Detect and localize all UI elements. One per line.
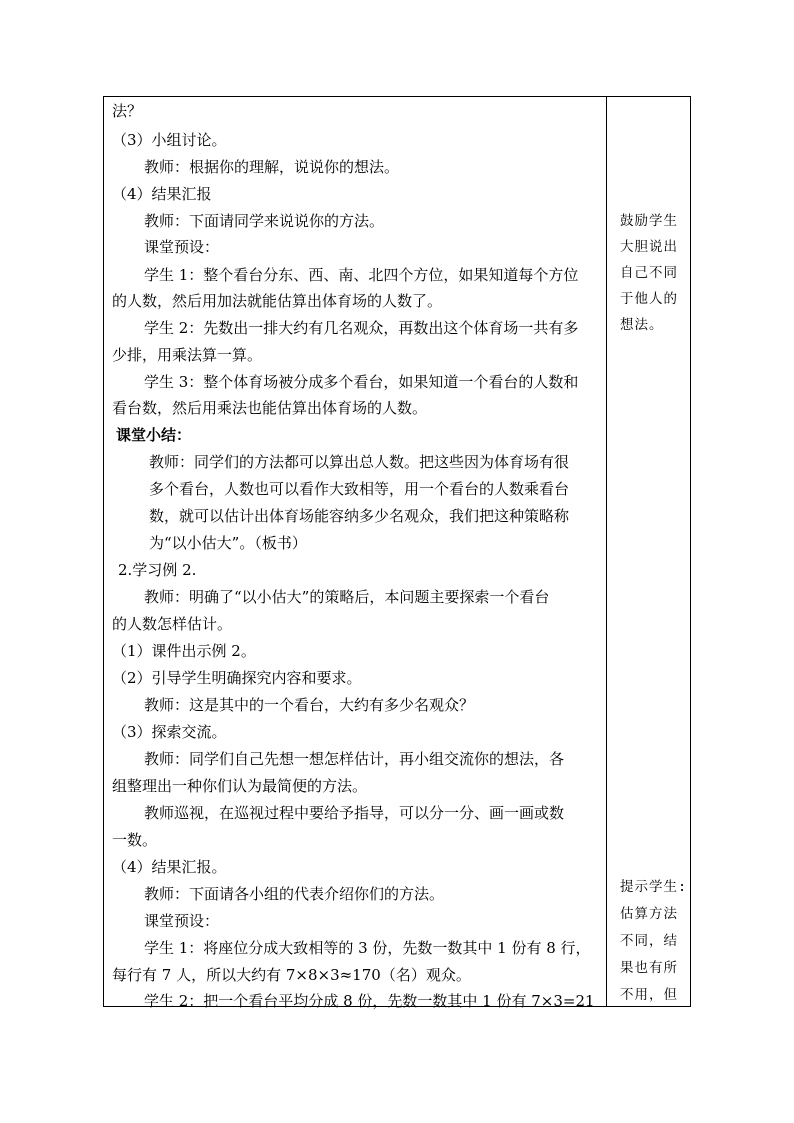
text-line: （3）探索交流。	[112, 723, 227, 741]
section-heading: 课堂小结：	[116, 426, 192, 444]
lesson-plan-table	[103, 96, 691, 1010]
text-line: 学生 2：先数出一排大约有几名观众，再数出这个体育场一共有多	[144, 319, 579, 337]
text-line: 教师：明确了“以小估大”的策略后，本问题主要探索一个看台	[144, 588, 550, 606]
text-line: 法？	[112, 102, 143, 120]
text-line: 教师：根据你的理解，说说你的想法。	[144, 158, 400, 176]
text-line: （2）引导学生明确探究内容和要求。	[112, 669, 362, 687]
text-line: 课堂预设：	[144, 912, 220, 930]
text-line: 教师巡视，在巡视过程中要给予指导，可以分一分、画一画或数	[144, 804, 565, 822]
text-line: 一数。	[112, 831, 158, 849]
text-line: （1）课件出示例 2。	[112, 642, 256, 660]
text-line: 教师：同学们的方法都可以算出总人数。把这些因为体育场有很	[149, 453, 570, 471]
side-note-line: 果也有所	[620, 960, 678, 976]
text-line: （3）小组讨论。	[112, 131, 227, 149]
side-note-line: 估算方法	[620, 906, 678, 922]
side-note-line: 鼓励学生	[620, 213, 678, 229]
side-note-line: 不同，结	[620, 933, 678, 949]
text-line: 教师：下面请同学来说说你的方法。	[144, 212, 385, 230]
text-line: 学生 1：将座位分成大致相等的 3 份，先数一数其中 1 份有 8 行，	[144, 939, 591, 957]
design-intent-column	[607, 97, 691, 1006]
side-note-line: 自己不同	[620, 265, 678, 281]
text-line: 每行有 7 人，所以大约有 7×8×3≈170（名）观众。	[112, 966, 471, 984]
text-line: 组整理出一种你们认为最简便的方法。	[112, 777, 368, 795]
text-line: 为“以小估大”。（板书）	[149, 534, 307, 552]
text-line: 教师：下面请各小组的代表介绍你们的方法。	[144, 885, 445, 903]
text-line: （4）结果汇报。	[112, 858, 227, 876]
text-line: 教师：同学们自己先想一想怎样估计，再小组交流你的想法，各	[144, 750, 565, 768]
text-line: 少排，用乘法算一算。	[112, 346, 263, 364]
text-line: 2.学习例 2.	[118, 561, 197, 579]
text-line: 教师：这是其中的一个看台，大约有多少名观众？	[144, 696, 475, 714]
text-line: 多个看台，人数也可以看作大致相等，用一个看台的人数乘看台	[149, 480, 570, 498]
side-note-line: 不用，但	[620, 987, 678, 1003]
side-note-line: 大胆说出	[620, 239, 678, 255]
text-line: 的人数，然后用加法就能估算出体育场的人数了。	[112, 292, 443, 310]
text-line: 学生 3：整个体育场被分成多个看台，如果知道一个看台的人数和	[144, 373, 579, 391]
teaching-process-column	[104, 97, 606, 1010]
text-line: 看台数，然后用乘法也能估算出体育场的人数。	[112, 399, 428, 417]
text-line: 学生 2：把一个看台平均分成 8 份，先数一数其中 1 份有 7×3=21	[144, 992, 595, 1010]
text-line: 学生 1：整个看台分东、西、南、北四个方位，如果知道每个方位	[144, 266, 579, 284]
side-note-line: 想法。	[620, 317, 664, 333]
text-line: （4）结果汇报	[112, 185, 212, 203]
text-line: 课堂预设：	[144, 238, 220, 256]
side-note-line: 于他人的	[620, 291, 678, 307]
side-note-line: 提示学生:	[620, 879, 688, 895]
text-line: 的人数怎样估计。	[112, 615, 233, 633]
text-line: 数，就可以估计出体育场能容纳多少名观众，我们把这种策略称	[149, 507, 570, 525]
